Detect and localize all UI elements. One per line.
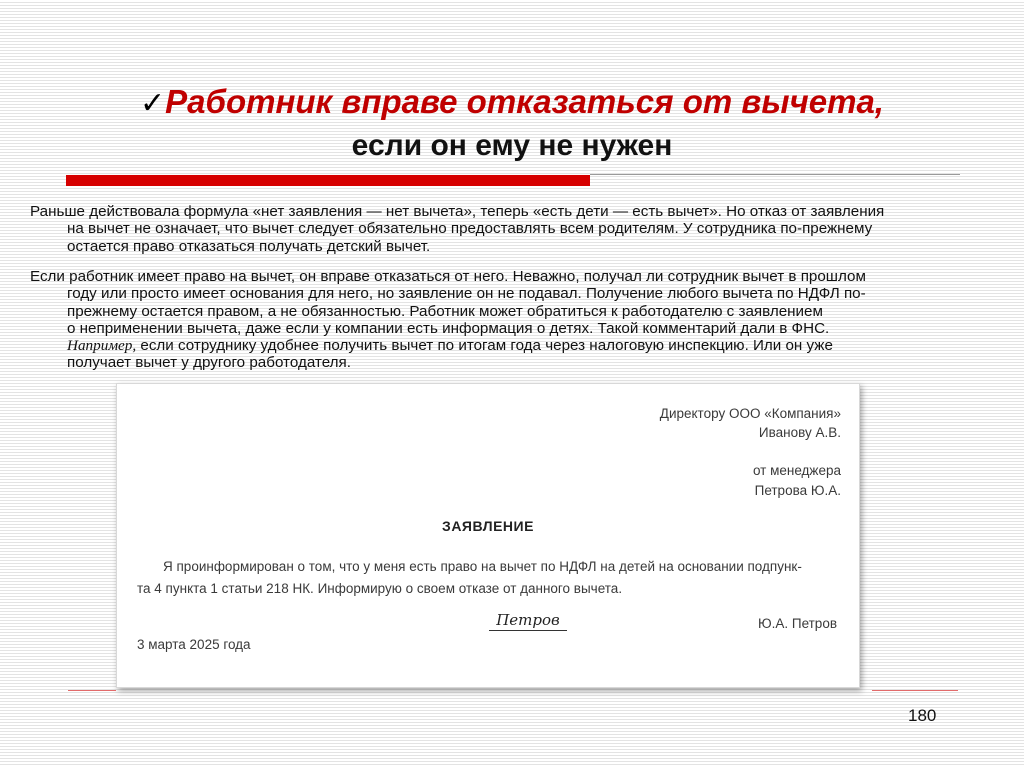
paragraph-line: о неприменении вычета, даже если у компании есть информация о детях. Такой комментарий дали в ФНС. [67, 319, 830, 337]
paragraph-line: на вычет не означает, что вычет следует обязательно предоставлять всем родителям. У сотрудника по-прежнему [67, 220, 873, 238]
page-number: 180 [908, 706, 937, 725]
doc-from-line-2: Петрова Ю.А. [754, 483, 841, 498]
paragraph-line: остается право отказаться получать детский вычет. [67, 237, 431, 255]
doc-date: 3 марта 2025 года [137, 637, 251, 652]
footer-line-right [872, 690, 958, 691]
doc-signer-name: Ю.А. Петров [757, 616, 837, 631]
paragraph-line: прежнему остается правом, а не обязанностью. Работник может обратиться к работодателю с заявлением [67, 302, 823, 320]
application-document-image [116, 383, 860, 688]
paragraph-right-to-refuse [30, 268, 1020, 372]
title-line-2: если он ему не нужен [351, 129, 673, 162]
paragraph-line: Если работник имеет право на вычет, он вправе отказаться от него. Неважно, получал ли сотрудник вычет в прошлом [30, 268, 866, 285]
doc-body [137, 556, 839, 600]
paragraph-line: получает вычет у другого работодателя. [67, 354, 351, 372]
paragraph-line: году или просто имеет основания для него, но заявление он не подавал. Получение любого вычета по НДФЛ по- [67, 285, 866, 303]
slide-title [0, 82, 1024, 164]
doc-from-line-1: от менеджера [752, 463, 841, 478]
example-word: Например, [67, 337, 137, 355]
title-underline-red-bar [66, 175, 590, 186]
example-text: если сотруднику удобнее получить вычет по итогам года через налоговую инспекцию. Или он уже [136, 337, 833, 355]
doc-body-line-1: Я проинформирован о том, что у меня есть право на вычет по НДФЛ на детей на основании подпунк- [163, 559, 802, 574]
title-line-1-text: Работник вправе отказаться от вычета, [165, 83, 884, 120]
doc-signature: Петров [489, 611, 567, 631]
doc-addressee-line-1: Директору ООО «Компания» [659, 406, 841, 421]
doc-body-line-2: та 4 пункта 1 статьи 218 НК. Информирую о своем отказе от данного вычета. [137, 581, 623, 596]
title-underline-gray-line [590, 174, 960, 175]
checkmark-icon: ✓ [140, 86, 166, 121]
paragraph-previous-rule [30, 203, 1020, 255]
paragraph-line-example [30, 337, 1020, 354]
footer-line-left [68, 690, 116, 691]
doc-heading: ЗАЯВЛЕНИЕ [442, 518, 534, 534]
title-line-1 [0, 82, 1024, 124]
paragraph-line: Раньше действовала формула «нет заявления — нет вычета», теперь «есть дети — есть вычет». Но отказ от заявления [30, 203, 885, 220]
doc-addressee-line-2: Иванову А.В. [758, 425, 841, 440]
